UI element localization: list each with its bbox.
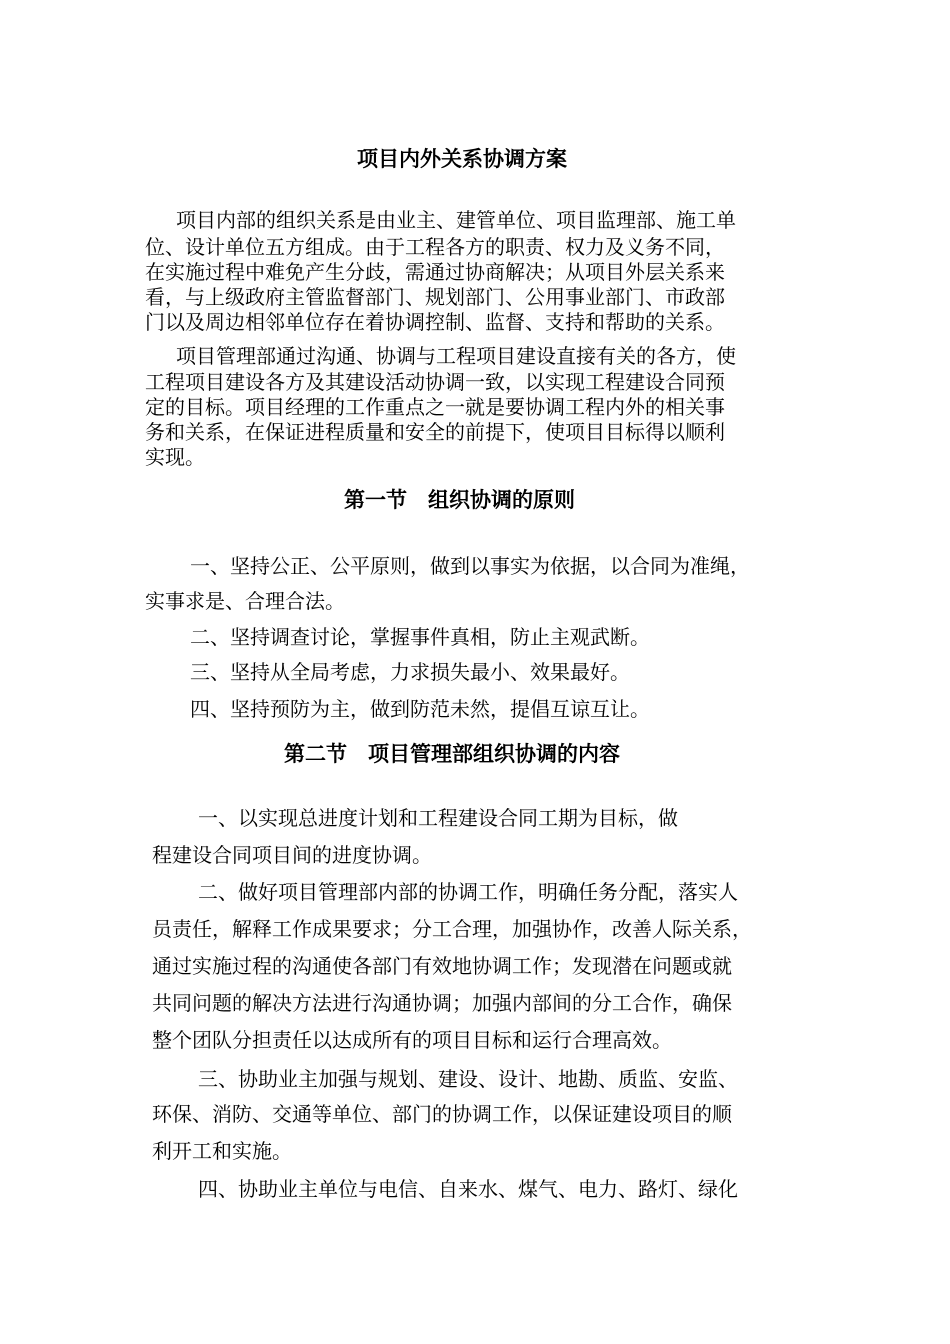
section1-heading: 第一节 组织协调的原则 — [344, 488, 575, 512]
section2-line: 整个团队分担责任以达成所有的项目目标和运行合理高效。 — [152, 1028, 672, 1052]
intro-p2-line: 实现。 — [145, 445, 205, 469]
section2-line: 一、以实现总进度计划和工程建设合同工期为目标，做 — [198, 806, 678, 830]
section2-line: 程建设合同项目间的进度协调。 — [152, 843, 432, 867]
intro-p2-line: 务和关系，在保证进程质量和安全的前提下，使项目目标得以顺利 — [145, 420, 725, 444]
section2-line: 四、协助业主单位与电信、自来水、煤气、电力、路灯、绿化 — [198, 1177, 738, 1201]
document-title: 项目内外关系协调方案 — [357, 147, 567, 171]
section2-line: 环保、消防、交通等单位、部门的协调工作，以保证建设项目的顺 — [152, 1102, 732, 1126]
intro-p2-line: 项目管理部通过沟通、协调与工程项目建设直接有关的各方，使 — [176, 344, 736, 368]
section2-line: 共同问题的解决方法进行沟通协调；加强内部间的分工合作，确保 — [152, 991, 732, 1015]
intro-p1-line: 看，与上级政府主管监督部门、规划部门、公用事业部门、市政部 — [145, 285, 725, 309]
intro-p1-line: 项目内部的组织关系是由业主、建管单位、项目监理部、施工单 — [176, 208, 736, 232]
section1-line: 二、坚持调查讨论，掌握事件真相，防止主观武断。 — [190, 625, 650, 649]
section1-line: 实事求是、合理合法。 — [145, 589, 345, 613]
intro-p1-line: 门以及周边相邻单位存在着协调控制、监督、支持和帮助的关系。 — [145, 310, 725, 334]
intro-p2-line: 工程项目建设各方及其建设活动协调一致，以实现工程建设合同预 — [145, 370, 725, 394]
section2-heading: 第二节 项目管理部组织协调的内容 — [284, 742, 620, 766]
section2-line: 利开工和实施。 — [152, 1139, 292, 1163]
section2-line: 员责任，解释工作成果要求；分工合理，加强协作，改善人际关系， — [152, 917, 752, 941]
section2-line: 三、协助业主加强与规划、建设、设计、地勘、质监、安监、 — [198, 1067, 738, 1091]
section2-line: 通过实施过程的沟通使各部门有效地协调工作；发现潜在问题或就 — [152, 954, 732, 978]
section1-line: 三、坚持从全局考虑，力求损失最小、效果最好。 — [190, 660, 630, 684]
section2-line: 二、做好项目管理部内部的协调工作，明确任务分配，落实人 — [198, 880, 738, 904]
intro-p2-line: 定的目标。项目经理的工作重点之一就是要协调工程内外的相关事 — [145, 395, 725, 419]
section1-line: 四、坚持预防为主，做到防范未然，提倡互谅互让。 — [190, 697, 650, 721]
section1-line: 一、坚持公正、公平原则，做到以事实为依据，以合同为准绳， — [190, 554, 750, 578]
intro-p1-line: 位、设计单位五方组成。由于工程各方的职责、权力及义务不同， — [145, 235, 725, 259]
intro-p1-line: 在实施过程中难免产生分歧，需通过协商解决；从项目外层关系来 — [145, 260, 725, 284]
